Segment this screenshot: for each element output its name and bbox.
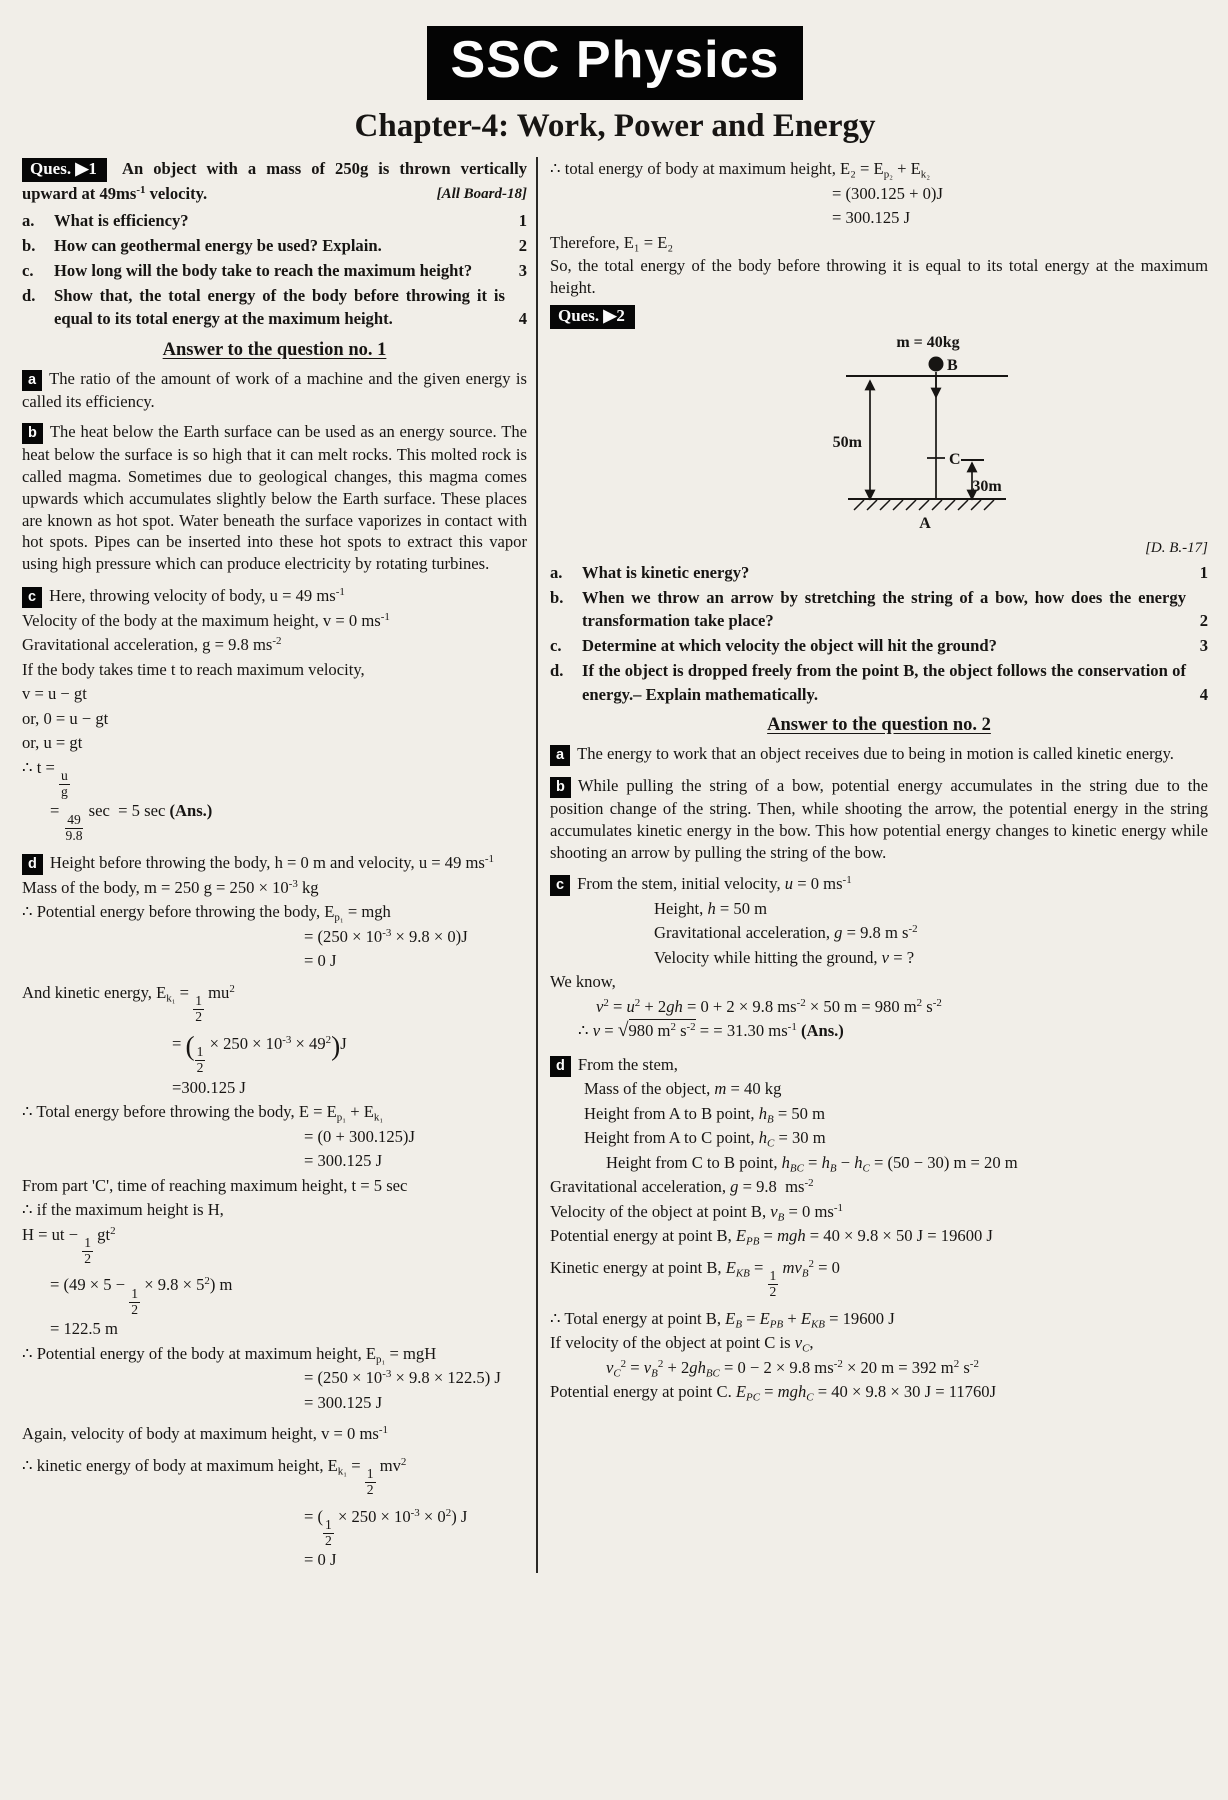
- formula-line: Height from C to B point, $h_{BC} = h_B - h_C = (50 - 30) m = 20$ m: [606, 1152, 1018, 1175]
- answer1-c: [22, 584, 527, 843]
- ques1-stem-text: An object with a mass of 250g is thrown vertically upward at $49ms^{-1}$ velocity.: [22, 159, 527, 203]
- formula-line: =300.125 J: [172, 1077, 246, 1097]
- badge-a: a: [550, 745, 570, 766]
- answer1-d: [22, 851, 527, 1573]
- badge-a: a: [22, 370, 42, 391]
- dimension-label-30m: 30m: [972, 477, 1002, 495]
- formula-line: [22, 584, 527, 609]
- ques2-tag-row: [550, 305, 1208, 329]
- formula-line: From part 'C', time of reaching maximum height, t = 5 sec: [22, 1175, 408, 1195]
- formula-line: Gravitational acceleration, g = 9.8 $ms^{-2}$: [550, 1177, 814, 1197]
- option-marks: 1: [1199, 562, 1208, 582]
- formula-line: = (0 + 300.125)J: [304, 1126, 415, 1146]
- formula-line: Mass of the body, m = 250 $g = 250 \times 10^{-3}$ kg: [22, 877, 319, 897]
- formula-line: ∴ Total energy at point B, $E_B = E_{PB} + E_{KB} = 19600$ J: [550, 1308, 895, 1331]
- formula-line: = 300.125 J: [832, 208, 911, 227]
- formula-line: [22, 851, 527, 876]
- book-title-banner: SSC Physics: [427, 26, 804, 100]
- answer2-b: [550, 775, 1208, 863]
- object-ball: [929, 356, 944, 371]
- formula-line: ∴ v = √980 $m^2$ $s^{-2}$ = = 31.30 $ms^{-1}$ (Ans.): [578, 1020, 844, 1042]
- dimension-label-50m: 50m: [832, 433, 862, 451]
- option-text: Show that, the total energy of the body before throwing it is equal to its total energy at the maximum height.: [54, 285, 505, 328]
- formula-line: ∴ t = $\frac{u}{g}$: [22, 757, 68, 799]
- formula-line: Height from A to B point, $h_B = 50$ m: [584, 1103, 825, 1126]
- ques1-option-b: [22, 234, 527, 258]
- formula-line: Gravitational acceleration, g = 9.8 $ms^{-2}$: [22, 635, 282, 655]
- formula-line: ∴ kinetic energy of body at maximum height, $E_{k_1}$ = $\frac{1}{2}$ $mv^2$: [22, 1455, 407, 1497]
- ques1-board-tag: [All Board-18]: [436, 186, 527, 202]
- formula-line: Potential energy at point B, $E_{PB}$ = mgh = 40 × 9.8 × 50 J = 19600 J: [550, 1226, 993, 1248]
- option-letter: d.: [550, 661, 564, 681]
- formula-line: = ( $\frac{1}{2}$ × $250 \times 10^{-3} \times 49^2)J$: [172, 1030, 347, 1075]
- badge-b: b: [550, 777, 571, 798]
- left-column: [22, 157, 536, 1573]
- point-b-label: B: [947, 356, 958, 374]
- formula-line: = 300.125 J: [304, 1151, 383, 1171]
- ques2-board-tag: [D. B.-17]: [1145, 539, 1208, 556]
- formula-line: = ( $\frac{1}{2}$ × $250 \times 10^{-3} \times 0^2$) J: [304, 1506, 468, 1548]
- option-letter: a.: [550, 562, 563, 582]
- formula-line: Kinetic energy at point B, $E_{KB}$ = $\frac{1}{2}$ $mv_B^2 = 0$: [550, 1257, 840, 1300]
- formula-line: ∴ Potential energy before throwing the body, $E_{p_1}$ = mgh: [22, 902, 391, 924]
- formula-line: Again, velocity of body at maximum height, v = 0 $ms^{-1}$: [22, 1424, 388, 1444]
- formula-line: [550, 872, 1208, 897]
- formula-line: Velocity of the body at the maximum height, v = 0 $ms^{-1}$: [22, 610, 390, 630]
- option-letter: a.: [22, 210, 35, 230]
- formula-line: Height, h = 50 m: [654, 898, 768, 918]
- answer1-b-text: The heat below the Earth surface can be used as an energy source. The heat below the surface is so high that it can melt rocks. This molted rock is called magma. Sometimes due to geological changes, this magma comes upwards which accumulates slightly below the Earth surface. These places are known as hot spot. Water beneath the surface vaporizes in contact with hot spots. Pipes can be inserted into these hot spots to extract this vapor using high pressure which can produce electricity by rotating turbines.: [22, 422, 527, 574]
- ques2-option-b: [550, 586, 1208, 633]
- formula-line: = 122.5 m: [50, 1319, 118, 1339]
- formula-line: or, 0 = u − gt: [22, 708, 109, 728]
- badge-d: d: [22, 854, 43, 875]
- formula-line: If velocity of the object at point C is $v_C$,: [550, 1333, 814, 1355]
- formula-line: [550, 1053, 1208, 1078]
- ques2-tag: Ques. ▶2: [550, 305, 635, 329]
- answer-heading-2: Answer to the question no. 2: [767, 715, 991, 736]
- ques1-tag: Ques. ▶1: [22, 158, 107, 182]
- ques2-diagram: [550, 331, 1208, 536]
- option-marks: 3: [1199, 636, 1208, 656]
- formula-line: Mass of the object, m = 40 kg: [584, 1079, 782, 1099]
- formula-line: ∴ Total energy before throwing the body, $E = E_{p_1} + E_{k_1}$: [22, 1102, 384, 1124]
- formula-text: From the stem, initial velocity, u = 0 $ms^{-1}$: [577, 874, 852, 894]
- ques2-option-c: [550, 634, 1208, 658]
- formula-line: = $\frac{49}{9.8}$ sec = 5 sec (Ans.): [50, 801, 213, 843]
- option-marks: 4: [1199, 684, 1208, 704]
- ques2-option-a: [550, 561, 1208, 585]
- answer-heading-1: Answer to the question no. 1: [162, 339, 387, 360]
- two-column-layout: [22, 157, 1208, 1573]
- ques1-option-d: [22, 284, 527, 331]
- ques1-stem: [22, 157, 527, 207]
- formula-line: = 0 J: [304, 1550, 337, 1570]
- formula-line: ∴ Potential energy of the body at maximum height, $E_{p_1}$ = mgH: [22, 1343, 437, 1366]
- ques1-option-c: [22, 259, 527, 283]
- height-diagram: [750, 331, 1060, 531]
- option-text: How long will the body take to reach the maximum height?: [54, 260, 473, 280]
- formula-line: Gravitational acceleration, g = 9.8 m $s^{-2}$: [654, 923, 918, 943]
- formula-text: Height before throwing the body, h = 0 m and velocity, u = 49 $ms^{-1}$: [49, 853, 495, 873]
- formula-line: = (49 × 5 − $\frac{1}{2}$ × $9.8 \times 5^2$) m: [50, 1275, 233, 1317]
- formula-line: ∴ total energy of body at maximum height, $E_2 = E_{p_2} + E_{k_2}$: [550, 159, 931, 181]
- formula-line: v = u − gt: [22, 684, 87, 704]
- badge-c: c: [550, 875, 570, 896]
- formula-text: Here, throwing velocity of body, u = 49 $ms^{-1}$: [49, 586, 345, 606]
- formula-line: And kinetic energy, $E_{k_1}$ = $\frac{1}{2}$ $mu^2$: [22, 982, 235, 1024]
- option-text: What is kinetic energy?: [582, 562, 750, 582]
- mass-label: m = 40kg: [896, 333, 960, 351]
- formula-line: $v_C^2 = v_B^2 + 2gh_{BC} = 0 - 2 \times 9.8$ $ms^{-2} \times 20$ m = 392 $m^2$ $s^{-2}$: [606, 1357, 979, 1380]
- option-text: What is efficiency?: [54, 210, 189, 230]
- formula-line: = 0 J: [304, 951, 337, 971]
- answer2-c: [550, 872, 1208, 1044]
- option-letter: b.: [22, 235, 36, 255]
- formula-line: Potential energy at point C. $E_{PC} = mgh_C = 40 \times 9.8 \times 30$ J = 11760J: [550, 1382, 997, 1404]
- formula-line: If the body takes time t to reach maximum velocity,: [22, 659, 365, 679]
- formula-line: ∴ if the maximum height is H,: [22, 1200, 224, 1220]
- answer2-d: [550, 1053, 1208, 1405]
- chapter-title: Chapter-4: Work, Power and Energy: [354, 108, 876, 144]
- formula-line: = $(250 \times 10^{-3} \times 9.8 \times 0)J$: [304, 926, 468, 946]
- ques2-option-d: [550, 659, 1208, 706]
- formula-line: Therefore, E₁ = E₂: [550, 232, 674, 252]
- option-marks: 2: [518, 235, 527, 255]
- right-column: [538, 157, 1208, 1573]
- option-letter: c.: [550, 636, 562, 656]
- option-letter: b.: [550, 587, 564, 607]
- ground-hatching: [854, 500, 994, 510]
- formula-line: Velocity of the object at point B, $v_B = 0$ $ms^{-1}$: [550, 1201, 843, 1224]
- badge-d: d: [550, 1056, 571, 1077]
- option-letter: d.: [22, 285, 36, 305]
- formula-line: H = ut − $\frac{1}{2}$ $gt^2$: [22, 1224, 116, 1266]
- option-marks: 3: [518, 260, 527, 280]
- formula-line: or, u = gt: [22, 733, 83, 753]
- formula-line: = 300.125 J: [304, 1392, 383, 1412]
- formula-line: Height from A to C point, $h_C = 30$ m: [584, 1128, 826, 1150]
- answer2-a-text: The energy to work that an object receives due to being in motion is called kinetic energy.: [577, 744, 1174, 764]
- option-marks: 2: [1199, 611, 1208, 631]
- formula-line: = (300.125 + 0)J: [832, 183, 943, 203]
- option-text: How can geothermal energy be used? Explain.: [54, 235, 382, 255]
- option-text: Determine at which velocity the object will hit the ground?: [582, 636, 997, 656]
- point-a-label: A: [919, 514, 931, 531]
- conclusion-text: So, the total energy of the body before throwing it is equal to its total energy at the maximum height.: [550, 256, 1208, 297]
- option-text: When we throw an arrow by stretching the string of a bow, how does the energy transformation take place?: [582, 587, 1186, 631]
- option-text: If the object is dropped freely from the point B, the object follows the conservation of energy.– Explain mathematically.: [582, 661, 1186, 704]
- formula-text: From the stem,: [577, 1054, 678, 1074]
- formula-line: = $(250 \times 10^{-3} \times 9.8 \times 122.5)$ J: [304, 1368, 501, 1388]
- formula-line: $v^2 = u^2 + 2gh = 0 + 2 \times 9.8$ $ms^{-2} \times 50$ m = 980 $m^2$ $s^{-2}$: [596, 996, 942, 1016]
- point-c-label: C: [949, 450, 961, 468]
- formula-line: Velocity while hitting the ground, v = ?: [654, 947, 915, 967]
- answer1-b: [22, 421, 527, 575]
- badge-c: c: [22, 587, 42, 608]
- answer1-a: [22, 368, 527, 413]
- formula-line: We know,: [550, 972, 616, 992]
- answer2-a: [550, 743, 1208, 766]
- badge-b: b: [22, 423, 43, 444]
- ques1-option-a: [22, 209, 527, 233]
- option-marks: 1: [518, 210, 527, 230]
- option-marks: 4: [518, 309, 527, 328]
- answer2-b-text: While pulling the string of a bow, potential energy accumulates in the string due to the position change of the string. Then, while shooting the arrow, the potential energy in the string accumulates kinetic energy in the bow. This how potential energy changes to kinetic energy while shooting an arrow by pulling the string of the bow.: [550, 776, 1208, 862]
- answer1-a-text: The ratio of the amount of work of a machine and the given energy is called its efficiency.: [22, 368, 527, 411]
- option-letter: c.: [22, 260, 34, 280]
